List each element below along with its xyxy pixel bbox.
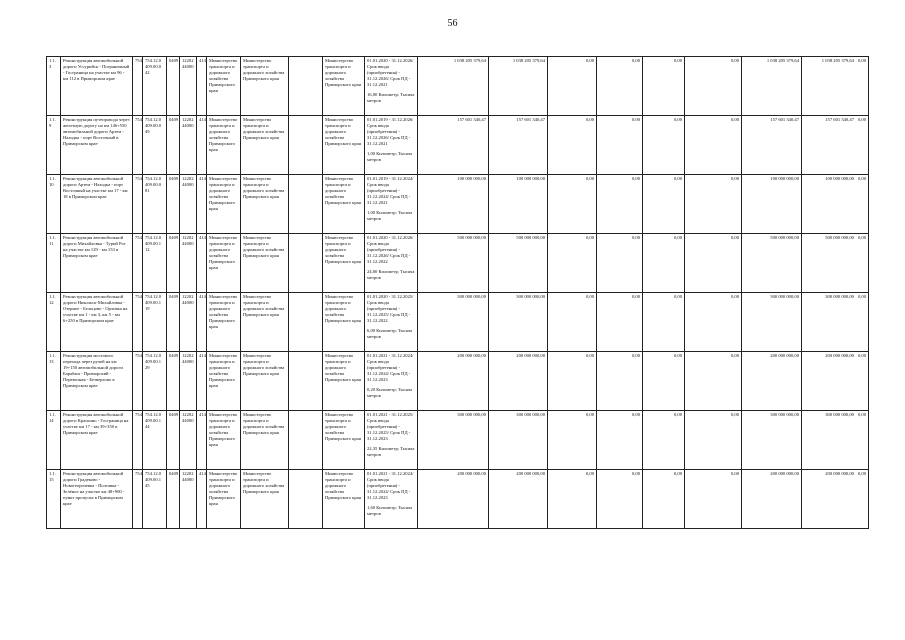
value-budget: 1 038 205 379,64: [489, 57, 548, 116]
value-zero-5: 0,00: [857, 117, 866, 122]
value-plan-2: [802, 116, 869, 175]
recipient-org: Министерство транспорта и дорожного хозяйства Приморского края: [323, 175, 365, 234]
value-zero-4: 0,00: [685, 352, 742, 411]
value-zero-2: 0,00: [597, 116, 643, 175]
recipient-org: Министерство транспорта и дорожного хозяйства Приморского края: [323, 57, 365, 116]
developer-org: Министерство транспорта и дорожного хозяйства Приморского края: [241, 293, 289, 352]
code-ministry: 754: [133, 57, 143, 116]
value-zero-4: 0,00: [685, 470, 742, 529]
value-zero-5: 0,00: [857, 235, 866, 240]
code-section: 0409: [167, 234, 180, 293]
customer-org: Министерство транспорта и дорожного хозяйства Приморского края: [207, 234, 241, 293]
row-index: 1.1. 3: [47, 57, 61, 116]
customer-org: Министерство транспорта и дорожного хозяйства Приморского края: [207, 470, 241, 529]
customer-org: Министерство транспорта и дорожного хозяйства Приморского края: [207, 411, 241, 470]
object-name: Реконструкция автомобильной дороги Артем - Находка - порт Восточный на участке км 17 - км 18 в Приморском крае: [61, 175, 133, 234]
value-budget: 200 000 000,00: [489, 352, 548, 411]
terms-cell: [365, 175, 418, 234]
capacity-text: 1,00 Километр; Тысяча метров: [367, 210, 413, 221]
code-target: 754.12.0 409.00.1 29: [143, 352, 167, 411]
page-number: 56: [447, 18, 458, 29]
empty-cell: [289, 470, 323, 529]
terms-text: 01.01.2020 - 31.12.2025/ Срок ввода (приобретения) - 31.12.2025/ Срок ПД - 31.12.2022: [367, 294, 414, 323]
row-index: 1.1. 10: [47, 175, 61, 234]
capacity-text: 1,00 Километр; Тысяча метров: [367, 151, 413, 162]
value-zero-1: 0,00: [548, 57, 597, 116]
value-zero-3: 0,00: [643, 175, 685, 234]
value-zero-5: 0,00: [857, 353, 866, 358]
value-zero-3: 0,00: [643, 116, 685, 175]
value-total: 300 000 000,00: [418, 411, 489, 470]
terms-text: 01.01.2020 - 31.12.2026/ Срок ввода (приобретения) - 31.12.2026/ Срок ПД - 31.12.2021: [367, 58, 414, 87]
terms-cell: [365, 352, 418, 411]
object-name: Реконструкция путепровода через железную дорогу на км 146+550 автомобильной дороги Артем - Находка - порт Восточный в Приморском крае: [61, 116, 133, 175]
row-index: 1.1. 14: [47, 411, 61, 470]
code-ministry: 754: [133, 116, 143, 175]
value-total: 500 000 000,00: [418, 234, 489, 293]
value-zero-3: 0,00: [643, 293, 685, 352]
value-total: 100 000 000,00: [418, 175, 489, 234]
code-section: 0409: [167, 293, 180, 352]
table-row: [47, 57, 869, 116]
value-plan: 100 000 000,00: [742, 175, 802, 234]
code-expense: 414: [197, 293, 207, 352]
terms-text: 01.01.2021 - 31.12.2024/ Срок ввода (приобретения) - 31.12.2024/ Срок ПД - 31.12.2023: [367, 353, 414, 382]
code-section: 0409: [167, 352, 180, 411]
capacity-text: 0,20 Километр; Тысяча метров: [367, 387, 413, 398]
value-zero-3: 0,00: [643, 411, 685, 470]
code-ministry: 754: [133, 470, 143, 529]
value-total: 157 601 340,47: [418, 116, 489, 175]
code-program: 12202 44000: [180, 293, 197, 352]
value-plan-2-text: 1 038 205 379,64: [821, 58, 854, 63]
value-zero-4: 0,00: [685, 234, 742, 293]
row-index: 1.1. 12: [47, 293, 61, 352]
object-name: Реконструкция автомобильной дороги Михайловка - Турий Рог на участке км 129 - км 153 в Приморском крае: [61, 234, 133, 293]
value-total: 200 000 000,00: [418, 352, 489, 411]
value-plan-2: [802, 352, 869, 411]
terms-cell: [365, 470, 418, 529]
developer-org: Министерство транспорта и дорожного хозяйства Приморского края: [241, 57, 289, 116]
terms-text: 01.01.2021 - 31.12.2024/ Срок ввода (приобретения) - 31.12.2024/ Срок ПД - 31.12.2023: [367, 471, 414, 500]
developer-org: Министерство транспорта и дорожного хозяйства Приморского края: [241, 175, 289, 234]
value-plan-2-text: 500 000 000,00: [825, 235, 854, 240]
value-plan: 200 000 000,00: [742, 352, 802, 411]
value-plan: 200 000 000,00: [742, 470, 802, 529]
value-zero-4: 0,00: [685, 175, 742, 234]
value-plan-2: [802, 175, 869, 234]
value-budget: 200 000 000,00: [489, 470, 548, 529]
value-zero-1: 0,00: [548, 470, 597, 529]
table-row: [47, 411, 869, 470]
value-zero-5: 0,00: [857, 471, 866, 476]
value-plan: 500 000 000,00: [742, 234, 802, 293]
customer-org: Министерство транспорта и дорожного хозяйства Приморского края: [207, 116, 241, 175]
value-budget: 300 000 000,00: [489, 411, 548, 470]
value-zero-3: 0,00: [643, 470, 685, 529]
code-ministry: 754: [133, 352, 143, 411]
value-plan-2: [802, 411, 869, 470]
value-zero-4: 0,00: [685, 293, 742, 352]
code-ministry: 754: [133, 411, 143, 470]
code-expense: 414: [197, 116, 207, 175]
recipient-org: Министерство транспорта и дорожного хозяйства Приморского края: [323, 352, 365, 411]
code-expense: 414: [197, 411, 207, 470]
row-index: 1.1. 9: [47, 116, 61, 175]
value-plan-2-text: 200 000 000,00: [825, 471, 854, 476]
code-target: 754.12.0 409.00.1 12: [143, 234, 167, 293]
table-row: [47, 175, 869, 234]
value-plan: 1 038 205 379,64: [742, 57, 802, 116]
terms-cell: [365, 116, 418, 175]
value-budget: 157 601 340,47: [489, 116, 548, 175]
code-ministry: 754: [133, 293, 143, 352]
value-plan: 300 000 000,00: [742, 411, 802, 470]
developer-org: Министерство транспорта и дорожного хозяйства Приморского края: [241, 116, 289, 175]
value-zero-2: 0,00: [597, 411, 643, 470]
value-zero-3: 0,00: [643, 234, 685, 293]
value-zero-1: 0,00: [548, 116, 597, 175]
code-program: 12202 44000: [180, 470, 197, 529]
code-program: 12202 44000: [180, 116, 197, 175]
table-row: [47, 293, 869, 352]
code-section: 0409: [167, 175, 180, 234]
value-zero-4: 0,00: [685, 411, 742, 470]
code-expense: 414: [197, 352, 207, 411]
value-zero-1: 0,00: [548, 234, 597, 293]
value-zero-5: 0,00: [857, 58, 866, 63]
code-expense: 414: [197, 234, 207, 293]
value-zero-3: 0,00: [643, 352, 685, 411]
code-expense: 414: [197, 175, 207, 234]
recipient-org: Министерство транспорта и дорожного хозяйства Приморского края: [323, 116, 365, 175]
value-zero-2: 0,00: [597, 470, 643, 529]
customer-org: Министерство транспорта и дорожного хозяйства Приморского края: [207, 352, 241, 411]
object-name: Реконструкция мостового перехода через ручей на км 19+150 автомобильной дороги Барабаш - Приморский - Перевозная - Безверхово в Приморском крае: [61, 352, 133, 411]
terms-cell: [365, 57, 418, 116]
empty-cell: [289, 116, 323, 175]
capacity-text: 6,00 Километр; Тысяча метров: [367, 328, 413, 339]
value-plan-2-text: 300 000 000,00: [825, 294, 854, 299]
code-section: 0409: [167, 116, 180, 175]
recipient-org: Министерство транспорта и дорожного хозяйства Приморского края: [323, 234, 365, 293]
value-zero-1: 0,00: [548, 175, 597, 234]
value-plan: 300 000 000,00: [742, 293, 802, 352]
value-zero-1: 0,00: [548, 411, 597, 470]
value-zero-4: 0,00: [685, 57, 742, 116]
recipient-org: Министерство транспорта и дорожного хозяйства Приморского края: [323, 293, 365, 352]
table-row: [47, 116, 869, 175]
terms-cell: [365, 234, 418, 293]
capacity-text: 1,60 Километр; Тысяча метров: [367, 505, 413, 516]
recipient-org: Министерство транспорта и дорожного хозяйства Приморского края: [323, 470, 365, 529]
value-plan-2: [802, 234, 869, 293]
empty-cell: [289, 411, 323, 470]
terms-text: 01.01.2019 - 31.12.2026/ Срок ввода (приобретения) - 31.12.2026/ Срок ПД - 31.12.2021: [367, 117, 414, 146]
code-expense: 414: [197, 470, 207, 529]
table-row: [47, 234, 869, 293]
terms-text: 01.01.2020 - 31.12.2026/ Срок ввода (приобретения) - 31.12.2026/ Срок ПД - 31.12.2022: [367, 235, 414, 264]
empty-cell: [289, 175, 323, 234]
terms-cell: [365, 293, 418, 352]
capacity-text: 16,00 Километр; Тысяча метров: [367, 92, 415, 103]
value-plan-2-text: 100 000 000,00: [825, 176, 854, 181]
value-zero-5: 0,00: [857, 176, 866, 181]
value-zero-5: 0,00: [857, 412, 866, 417]
code-target: 754.12.0 409.00.0 81: [143, 175, 167, 234]
value-zero-2: 0,00: [597, 352, 643, 411]
code-program: 12202 44000: [180, 352, 197, 411]
value-plan-2-text: 300 000 000,00: [825, 412, 854, 417]
empty-cell: [289, 352, 323, 411]
value-plan-2: [802, 293, 869, 352]
table-row: [47, 352, 869, 411]
table-body: [47, 57, 869, 529]
value-plan-2-text: 157 601 340,47: [825, 117, 854, 122]
code-target: 754.12.0 409.00.1 45: [143, 470, 167, 529]
terms-text: 01.01.2021 - 31.12.2025/ Срок ввода (приобретения) - 31.12.2025/ Срок ПД - 31.12.2023: [367, 412, 414, 441]
object-name: Реконструкция автомобильной дороги Краскино - Госграница на участке км 17 - км 39+350 в Приморском крае: [61, 411, 133, 470]
value-zero-2: 0,00: [597, 175, 643, 234]
value-zero-1: 0,00: [548, 352, 597, 411]
capacity-text: 22,35 Километр; Тысяча метров: [367, 446, 415, 457]
code-target: 754.12.0 409.00.0 49: [143, 116, 167, 175]
value-total: 200 000 000,00: [418, 470, 489, 529]
recipient-org: Министерство транспорта и дорожного хозяйства Приморского края: [323, 411, 365, 470]
value-zero-3: 0,00: [643, 57, 685, 116]
customer-org: Министерство транспорта и дорожного хозяйства Приморского края: [207, 175, 241, 234]
empty-cell: [289, 234, 323, 293]
row-index: 1.1. 11: [47, 234, 61, 293]
object-name: Реконструкция автомобильной дороги Уссурийск - Пограничный - Госграница на участке км 96 - км 112 в Приморском крае: [61, 57, 133, 116]
code-section: 0409: [167, 411, 180, 470]
object-name: Реконструкция автомобильной дороги Никольск-Михайловка - Озерное - Бельцово - Орловка на участке км 1 - км 3, км 5 - км 6+250 в Приморском крае: [61, 293, 133, 352]
code-section: 0409: [167, 57, 180, 116]
value-budget: 300 000 000,00: [489, 293, 548, 352]
code-target: 754.12.0 409.00.1 19: [143, 293, 167, 352]
terms-cell: [365, 411, 418, 470]
value-plan: 157 601 340,47: [742, 116, 802, 175]
developer-org: Министерство транспорта и дорожного хозяйства Приморского края: [241, 470, 289, 529]
table-row: [47, 470, 869, 529]
customer-org: Министерство транспорта и дорожного хозяйства Приморского края: [207, 293, 241, 352]
value-plan-2-text: 200 000 000,00: [825, 353, 854, 358]
value-total: 1 038 205 379,64: [418, 57, 489, 116]
code-expense: 414: [197, 57, 207, 116]
value-budget: 100 000 000,00: [489, 175, 548, 234]
object-name: Реконструкция автомобильной дороги Градеково - Новогеоргиевка - Полтавка - Зелёное на участке км 48+900 - пункт пропуска в Приморском крае: [61, 470, 133, 529]
customer-org: Министерство транспорта и дорожного хозяйства Приморского края: [207, 57, 241, 116]
developer-org: Министерство транспорта и дорожного хозяйства Приморского края: [241, 352, 289, 411]
code-ministry: 754: [133, 175, 143, 234]
empty-cell: [289, 293, 323, 352]
investment-table: [46, 56, 869, 529]
code-target: 754.12.0 409.00.0 42: [143, 57, 167, 116]
value-total: 300 000 000,00: [418, 293, 489, 352]
terms-text: 01.01.2019 - 31.12.2024/ Срок ввода (приобретения) - 31.12.2024/ Срок ПД - 31.12.2021: [367, 176, 414, 205]
developer-org: Министерство транспорта и дорожного хозяйства Приморского края: [241, 234, 289, 293]
value-zero-2: 0,00: [597, 293, 643, 352]
value-plan-2: [802, 57, 869, 116]
code-ministry: 754: [133, 234, 143, 293]
code-program: 12202 44000: [180, 411, 197, 470]
capacity-text: 24,00 Километр; Тысяча метров: [367, 269, 415, 280]
value-budget: 500 000 000,00: [489, 234, 548, 293]
code-section: 0409: [167, 470, 180, 529]
code-program: 12202 44000: [180, 175, 197, 234]
developer-org: Министерство транспорта и дорожного хозяйства Приморского края: [241, 411, 289, 470]
value-zero-2: 0,00: [597, 234, 643, 293]
code-program: 12202 44000: [180, 57, 197, 116]
value-zero-2: 0,00: [597, 57, 643, 116]
empty-cell: [289, 57, 323, 116]
code-program: 12202 44000: [180, 234, 197, 293]
code-target: 754.12.0 409.00.1 44: [143, 411, 167, 470]
row-index: 1.1. 13: [47, 352, 61, 411]
value-zero-4: 0,00: [685, 116, 742, 175]
value-zero-1: 0,00: [548, 293, 597, 352]
value-plan-2: [802, 470, 869, 529]
row-index: 1.1. 15: [47, 470, 61, 529]
value-zero-5: 0,00: [857, 294, 866, 299]
